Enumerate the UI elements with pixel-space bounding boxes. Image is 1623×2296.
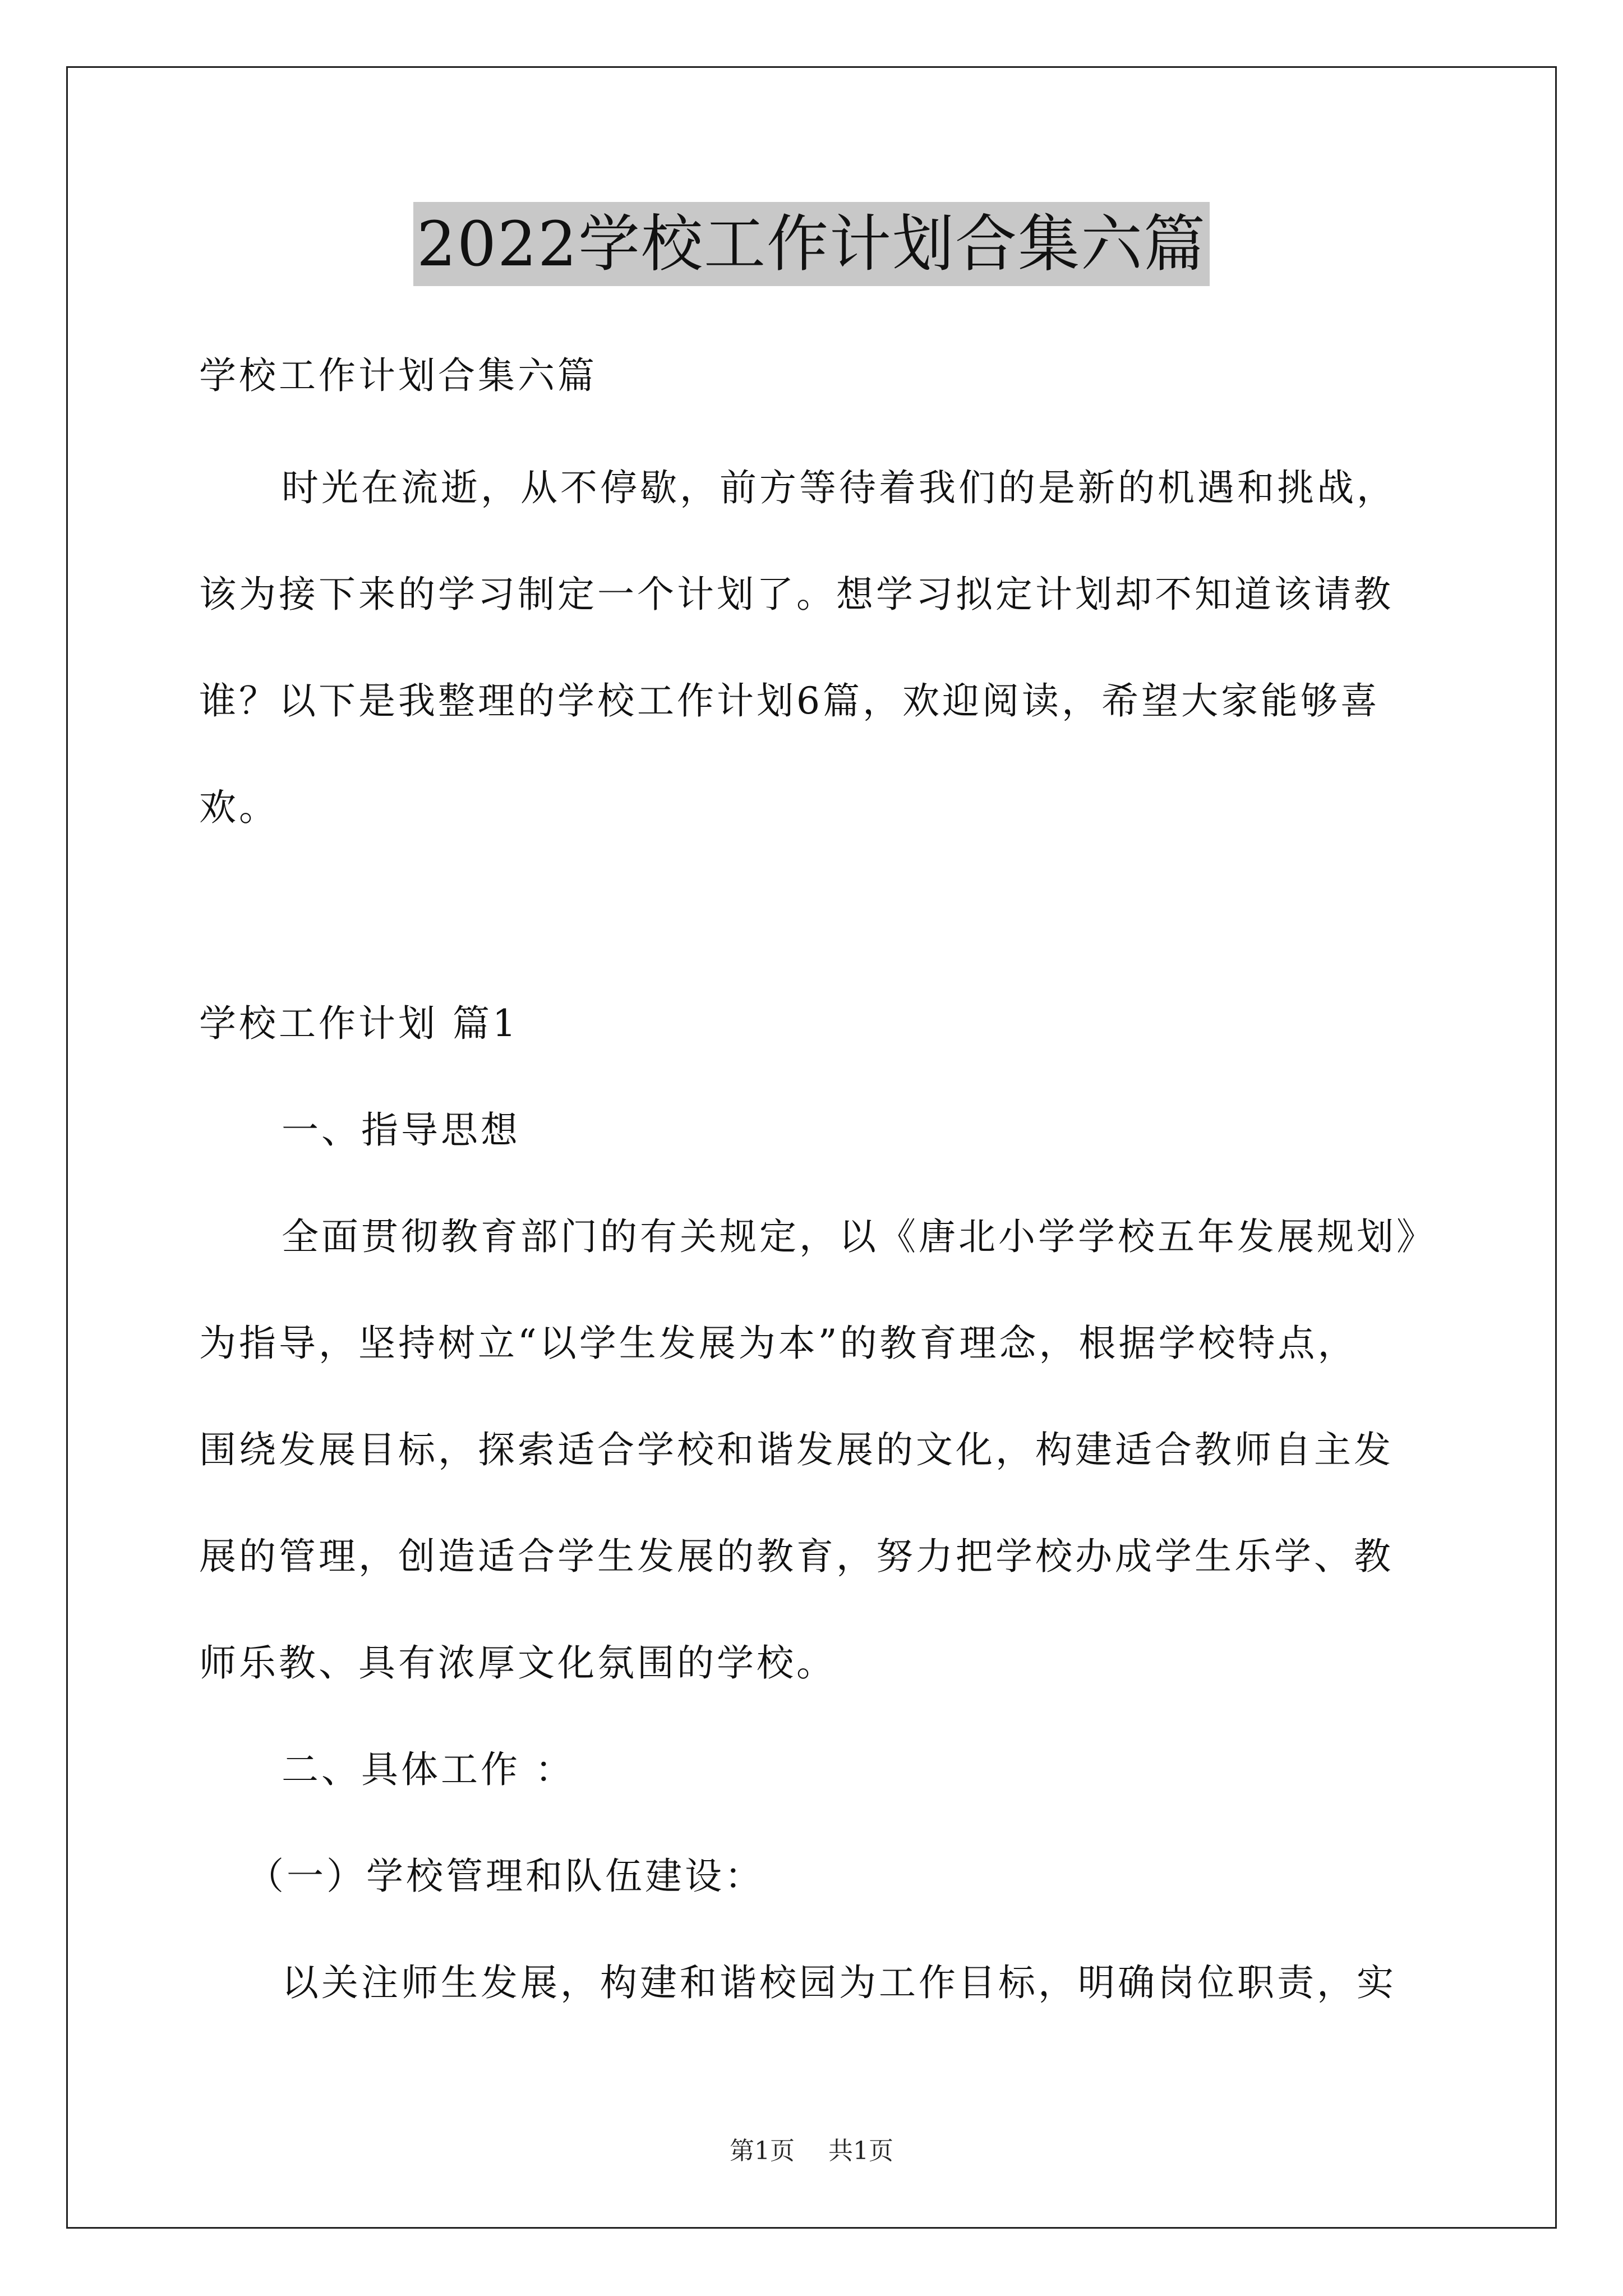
page-number-current: 第1页 [730, 2137, 795, 2165]
paragraph-line: 欢。 [199, 786, 279, 829]
document-title: 2022学校工作计划合集六篇 [413, 202, 1210, 286]
subsection-heading: 二、具体工作 ： [282, 1748, 575, 1791]
page-footer [0, 2134, 1623, 2168]
paragraph-line: 时光在流逝，从不停歇，前方等待着我们的是新的机遇和挑战， [282, 466, 1396, 509]
doc-subtitle-line: 学校工作计划合集六篇 [199, 354, 597, 397]
paragraph-line: 全面贯彻教育部门的有关规定，以《唐北小学学校五年发展规划》 [282, 1215, 1436, 1258]
page-number-total: 共1页 [828, 2137, 893, 2165]
paragraph-line: 展的管理，创造适合学生发展的教育，努力把学校办成学生乐学、教 [199, 1535, 1394, 1578]
paragraph-line: 为指导，坚持树立“以学生发展为本”的教育理念，根据学校特点， [199, 1322, 1358, 1365]
title-container [0, 202, 1623, 286]
paragraph-line: 谁？以下是我整理的学校工作计划6篇，欢迎阅读，希望大家能够喜 [199, 679, 1380, 723]
paragraph-line: 围绕发展目标，探索适合学校和谐发展的文化，构建适合教师自主发 [199, 1428, 1394, 1471]
section-heading: 学校工作计划 篇1 [199, 1002, 519, 1045]
subsection-heading: （一）学校管理和队伍建设： [247, 1855, 764, 1898]
paragraph-line: 以关注师生发展，构建和谐校园为工作目标，明确岗位职责，实 [282, 1961, 1396, 2004]
paragraph-line: 师乐教、具有浓厚文化氛围的学校。 [199, 1641, 836, 1685]
subsection-heading: 一、指导思想 [282, 1108, 520, 1152]
paragraph-line: 该为接下来的学习制定一个计划了。想学习拟定计划却不知道该请教 [199, 573, 1394, 616]
